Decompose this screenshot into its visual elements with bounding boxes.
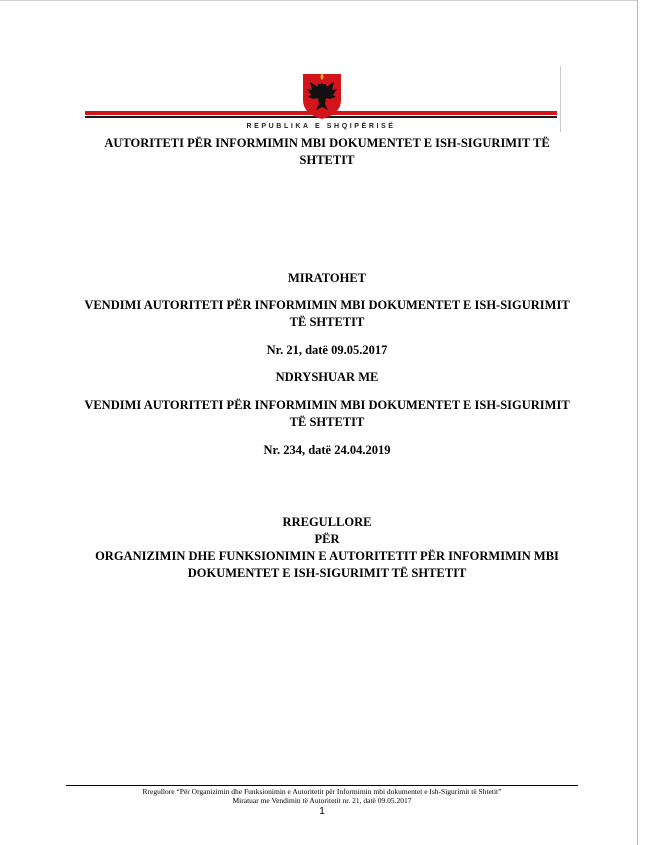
letterhead-vertical-line [560,66,561,132]
letterhead [85,66,563,136]
page-top-edge [0,0,638,1]
footer-line-1: Rregullore “Për Organizimin dhe Funksionimin e Autoritetit për Informimin mbi dokumentet e Ish-Sigurimit të Shtetit” [142,787,502,796]
regulation-title-line-1: ORGANIZIMIN DHE FUNKSIONIMIN E AUTORITETIT PËR INFORMIMIN MBI [95,549,559,563]
authority-title-line-2: SHTETIT [299,153,355,167]
regulation-label: RREGULLORE [282,515,372,529]
amended-heading: NDRYSHUAR ME [275,370,379,384]
authority-title-line-1: AUTORITETI PËR INFORMIMIN MBI DOKUMENTET E ISH-SIGURIMIT TË [104,136,550,150]
decision-2-line-1: VENDIMI AUTORITETI PËR INFORMIMIN MBI DOKUMENTET E ISH-SIGURIMIT [84,398,570,412]
albanian-coat-of-arms-icon [301,70,343,120]
page-number: 1 [319,806,325,817]
decision-1-number: Nr. 21, datë 09.05.2017 [266,343,388,357]
approval-heading: MIRATOHET [287,271,367,285]
decision-1-line-2: TË SHTETIT [289,315,365,329]
republic-label: REPUBLIKA E SHQIPËRISË [246,123,396,130]
decision-1-line-1: VENDIMI AUTORITETI PËR INFORMIMIN MBI DOKUMENTET E ISH-SIGURIMIT [84,298,570,312]
footer-line-2: Miratuar me Vendimin të Autoritetit nr. 21, datë 09.05.2017 [232,796,412,805]
regulation-per: PËR [314,532,340,546]
regulation-title-line-2: DOKUMENTET E ISH-SIGURIMIT TË SHTETIT [187,566,467,580]
decision-2-line-2: TË SHTETIT [289,415,365,429]
footer-rule [66,785,578,786]
decision-2-number: Nr. 234, datë 24.04.2019 [263,443,391,457]
